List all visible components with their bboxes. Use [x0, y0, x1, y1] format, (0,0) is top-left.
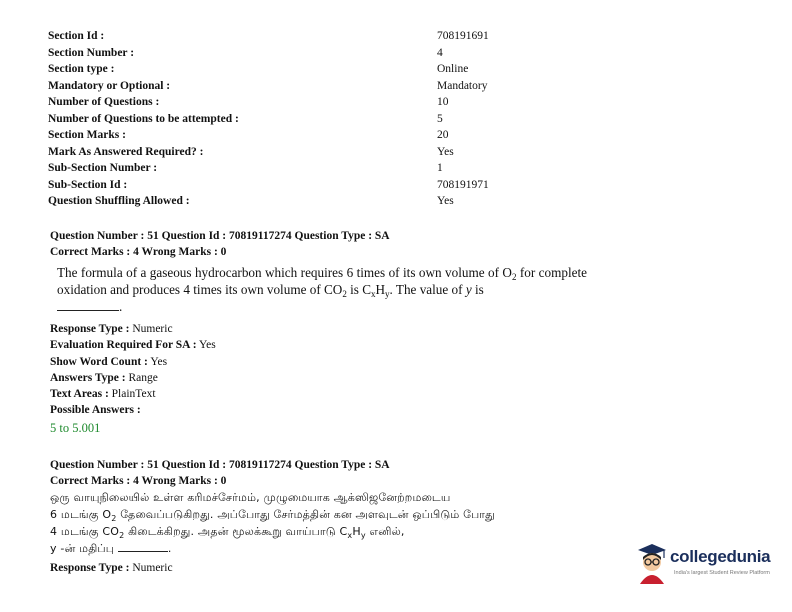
info-response-type — [50, 560, 610, 576]
meta-value: Yes — [437, 195, 454, 207]
meta-label: Section type : — [48, 63, 115, 75]
meta-row-subsection-number — [48, 160, 568, 177]
tamil-text-part: y -ன் மதிப்பு — [50, 542, 115, 555]
subscript: 2 — [342, 289, 347, 299]
question-text-part: is C — [346, 282, 372, 297]
section-meta-table — [48, 28, 568, 210]
info-value: Range — [125, 371, 158, 384]
meta-label: Section Number : — [48, 46, 135, 59]
subscript: x — [371, 289, 376, 299]
tamil-line: ஒரு வாயுநிலையில் உள்ள கரிமச்சேர்மம், முழுமையாக ஆக்ஸிஜனேற்றமடைய — [50, 491, 451, 504]
info-label: Answers Type : — [50, 371, 126, 384]
meta-row-subsection-id — [48, 177, 568, 194]
logo-tagline: India's largest Student Review Platform — [674, 570, 770, 576]
meta-row-shuffling — [48, 193, 568, 210]
meta-row-section-type — [48, 61, 568, 78]
info-response-type — [50, 321, 610, 337]
meta-value: 4 — [437, 46, 443, 59]
logo-wordmark: collegedunia — [670, 547, 771, 566]
subscript: 2 — [511, 272, 517, 282]
info-label: Possible Answers : — [50, 404, 141, 417]
meta-value: Mandatory — [437, 79, 488, 92]
graduate-mascot-icon — [634, 540, 670, 584]
meta-label: Number of Questions : — [48, 96, 160, 108]
meta-row-mandatory — [48, 78, 568, 95]
tamil-text-part: . — [167, 542, 172, 555]
question-header: Question Number : 51 Question Id : 70819117274 Question Type : SA — [50, 230, 390, 242]
info-eval-required — [50, 337, 610, 353]
meta-value: 20 — [437, 129, 449, 141]
meta-label: Mark As Answered Required? : — [48, 145, 204, 158]
variable: y — [465, 282, 472, 297]
question-text-tamil — [50, 489, 586, 557]
subscript: 2 — [119, 531, 125, 540]
info-value: Yes — [196, 339, 216, 352]
meta-label: Section Marks : — [48, 129, 126, 141]
question-text-part: . The value of — [389, 282, 466, 297]
question-header: Question Number : 51 Question Id : 70819117274 Question Type : SA — [50, 459, 390, 471]
info-possible-answers — [50, 402, 610, 418]
tamil-text-part: தேவைப்படுகிறது. அப்போது சேர்மத்தின் கன அளவுடன் ஒப்பிடும் போது — [116, 508, 495, 521]
meta-row-mark-answered — [48, 144, 568, 161]
info-label: Evaluation Required For SA : — [50, 339, 197, 352]
tamil-text-part: 6 மடங்கு O — [50, 508, 112, 521]
meta-value: 708191691 — [437, 30, 489, 42]
meta-row-section-id — [48, 28, 568, 45]
meta-label: Mandatory or Optional : — [48, 79, 171, 92]
tamil-text-part: H — [352, 525, 361, 538]
tamil-text-part: 4 மடங்கு CO — [50, 525, 120, 538]
meta-label: Sub-Section Number : — [48, 162, 158, 174]
meta-value: Online — [437, 63, 469, 75]
meta-row-num-questions — [48, 94, 568, 111]
question-text-part: for complete oxidation and produces 4 times its own volume of CO — [57, 265, 587, 297]
info-value: Numeric — [129, 323, 173, 335]
meta-row-section-number — [48, 45, 568, 62]
meta-value: 10 — [437, 96, 449, 108]
meta-value: 1 — [437, 162, 443, 174]
answer-blank — [57, 301, 119, 311]
subscript: 2 — [111, 514, 117, 523]
info-value: PlainText — [108, 388, 156, 401]
question-text — [57, 264, 587, 315]
info-text-areas — [50, 386, 610, 402]
tamil-line — [50, 540, 586, 557]
info-value: Numeric — [129, 562, 173, 574]
info-answers-type — [50, 370, 610, 386]
tamil-line — [50, 506, 586, 523]
meta-label: Sub-Section Id : — [48, 178, 128, 191]
subscript: y — [360, 531, 366, 540]
tamil-text-part: எனில், — [365, 525, 405, 538]
question-text-part: H — [375, 282, 386, 297]
possible-answer-value: 5 to 5.001 — [50, 420, 101, 435]
meta-row-section-marks — [48, 127, 568, 144]
info-label: Response Type : — [50, 562, 130, 574]
subscript: y — [385, 289, 390, 299]
question-block-tamil — [50, 457, 610, 576]
info-value: Yes — [147, 355, 168, 368]
info-label: Response Type : — [50, 323, 130, 335]
answer-blank — [118, 542, 168, 552]
collegedunia-logo — [634, 540, 771, 586]
question-marks: Correct Marks : 4 Wrong Marks : 0 — [50, 246, 227, 258]
question-text-part: . — [119, 299, 123, 314]
meta-value: 5 — [437, 112, 443, 125]
meta-label: Question Shuffling Allowed : — [48, 195, 190, 207]
meta-label: Number of Questions to be attempted : — [48, 112, 239, 125]
question-text-part: is — [471, 282, 484, 297]
question-text-part: The formula of a gaseous hydrocarbon which requires 6 times of its own volume of O — [57, 265, 512, 280]
meta-label: Section Id : — [48, 30, 105, 42]
meta-value: Yes — [437, 145, 454, 158]
info-label: Text Areas : — [50, 388, 109, 401]
info-word-count — [50, 354, 610, 370]
info-label: Show Word Count : — [50, 355, 148, 368]
question-block-english — [50, 228, 610, 437]
meta-row-to-attempt — [48, 111, 568, 128]
meta-value: 708191971 — [437, 178, 489, 191]
tamil-line — [50, 523, 586, 540]
tamil-text-part: கிடைக்கிறது. அதன் மூலக்கூறு வாய்பாடு C — [124, 525, 348, 538]
subscript: x — [347, 531, 353, 540]
question-marks: Correct Marks : 4 Wrong Marks : 0 — [50, 475, 227, 487]
